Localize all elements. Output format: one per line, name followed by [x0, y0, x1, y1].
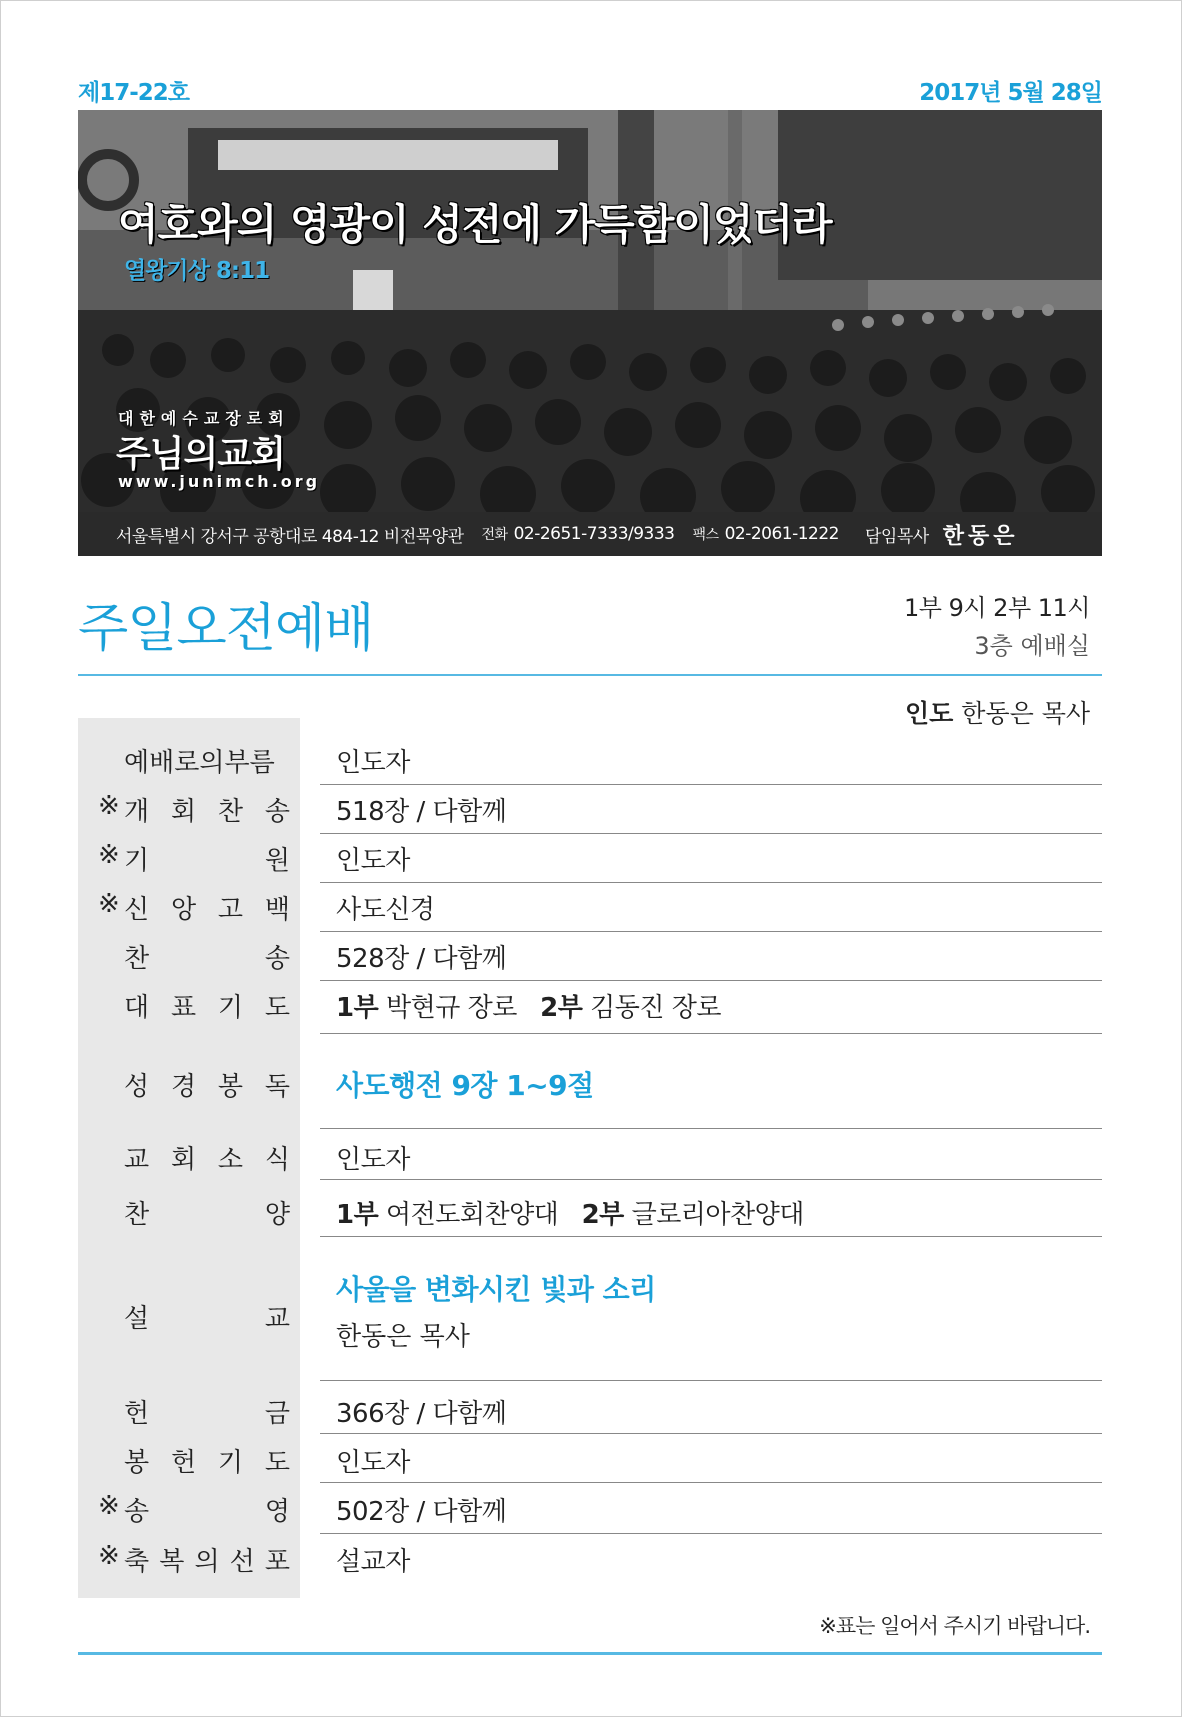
order-label: 성 경 봉 독 [124, 1072, 290, 1102]
service-place: 3층 예배실 [974, 632, 1090, 660]
row-divider [320, 1433, 1102, 1434]
row-divider [320, 1128, 1102, 1129]
order-value: 502장 / 다함께 [336, 1497, 507, 1527]
leader-name: 한동은 목사 [961, 699, 1090, 728]
order-value: 설교자 [336, 1547, 410, 1577]
order-value: 사도신경 [336, 895, 435, 925]
service-title: 주일오전예배 [78, 599, 374, 659]
hero-photo [78, 110, 1102, 512]
order-label: 송 영 [124, 1497, 290, 1527]
order-label: 예배로의부름 [124, 748, 275, 778]
standing-mark: ※ [98, 840, 120, 870]
row-divider [320, 931, 1102, 932]
church-info-bar [78, 512, 1102, 556]
order-value: 인도자 [336, 1145, 410, 1175]
order-label: 찬 양 [124, 1200, 290, 1230]
row-divider [320, 1179, 1102, 1180]
standing-note: ※표는 일어서 주시기 바랍니다. [819, 1614, 1090, 1638]
hero-verse: 열왕기상 8:11 [124, 258, 270, 284]
divider-top [78, 674, 1102, 676]
order-value: 인도자 [336, 846, 410, 876]
church-name: 주님의교회 [116, 434, 285, 475]
order-label: 축 복 의 선 포 [124, 1547, 290, 1577]
row-divider [320, 980, 1102, 981]
service-times: 1부 9시 2부 11시 [904, 594, 1090, 622]
order-value: 1부 박현규 장로 2부 김동진 장로 [336, 993, 721, 1023]
row-divider [320, 1482, 1102, 1483]
service-leader [905, 694, 1090, 730]
row-divider [320, 1380, 1102, 1381]
order-label: 신 앙 고 백 [124, 895, 290, 925]
sermon-title: 사울을 변화시킨 빛과 소리 [336, 1273, 656, 1306]
phone-label: 전화 [481, 527, 508, 543]
standing-mark: ※ [98, 889, 120, 919]
row-divider [320, 833, 1102, 834]
row-divider [320, 1033, 1102, 1034]
standing-mark: ※ [98, 1491, 120, 1521]
pastor-label: 담임목사 [865, 526, 929, 547]
standing-mark: ※ [98, 1541, 120, 1571]
church-denomination: 대한예수교장로회 [118, 409, 290, 428]
order-label: 헌 금 [124, 1399, 290, 1429]
bulletin-date: 2017년 5월 28일 [919, 80, 1102, 106]
phone-number: 02-2651-7333/9333 [513, 524, 675, 544]
order-value: 인도자 [336, 1448, 410, 1478]
order-label: 설 교 [124, 1304, 290, 1334]
divider-bottom [78, 1652, 1102, 1655]
order-value: 366장 / 다함께 [336, 1399, 507, 1429]
scripture-reading: 사도행전 9장 1~9절 [336, 1069, 594, 1102]
leader-label: 인도 [904, 699, 954, 728]
order-value: 518장 / 다함께 [336, 797, 507, 827]
row-divider [320, 784, 1102, 785]
order-label: 기 원 [124, 846, 290, 876]
row-divider [320, 882, 1102, 883]
order-label: 봉 헌 기 도 [124, 1448, 290, 1478]
order-label: 찬 송 [124, 944, 290, 974]
order-value: 1부 여전도회찬양대 2부 글로리아찬양대 [336, 1200, 804, 1230]
order-value: 인도자 [336, 748, 410, 778]
order-label: 대 표 기 도 [124, 993, 290, 1023]
order-label: 개 회 찬 송 [124, 797, 290, 827]
church-address: 서울특별시 강서구 공항대로 484-12 비전목양관 [116, 526, 464, 547]
row-divider [320, 1236, 1102, 1237]
fax-label: 팩스 [692, 527, 719, 543]
issue-number: 제17-22호 [78, 80, 189, 106]
hero-title: 여호와의 영광이 성전에 가득함이었더라 [118, 200, 832, 249]
order-label: 교 회 소 식 [124, 1145, 290, 1175]
fax-number: 02-2061-1222 [724, 524, 839, 544]
order-value: 528장 / 다함께 [336, 944, 507, 974]
row-divider [320, 1533, 1102, 1534]
sermon-preacher: 한동은 목사 [336, 1322, 470, 1352]
pastor-name: 한동은 [942, 523, 1019, 549]
church-url: www.junimch.org [118, 472, 321, 491]
standing-mark: ※ [98, 791, 120, 821]
